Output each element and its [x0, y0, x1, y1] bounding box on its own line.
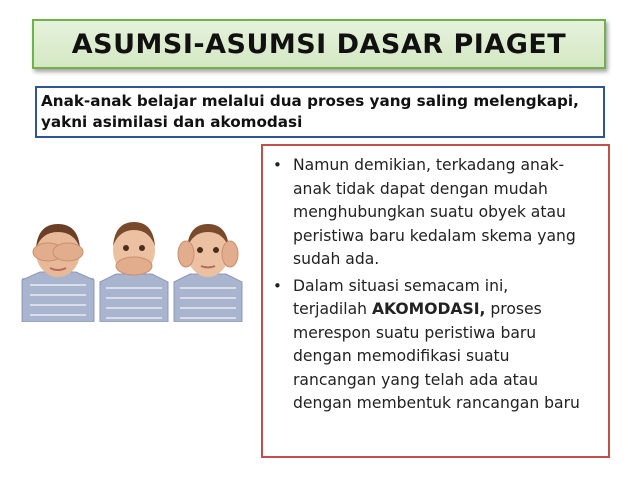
bullet-2-line-1: Dalam situasi semacam ini,: [293, 276, 509, 295]
bullet-1-line-5: sudah ada.: [293, 250, 380, 268]
title-box: [32, 19, 606, 69]
akomodasi-term: AKOMODASI,: [371, 300, 486, 318]
bullet-2-line-5: rancangan yang telah ada atau: [293, 370, 539, 389]
bullet-dot: •: [273, 156, 282, 174]
bullet-1-line-4: peristiwa baru kedalam skema yang: [293, 226, 576, 245]
bullet-2-line-3: merespon suatu peristiwa baru: [293, 323, 537, 342]
child-covering-eyes: [22, 224, 94, 322]
bullet-1-line-1: Namun demikian, terkadang anak-: [293, 156, 565, 174]
bullet-1-line-3: menghubungkan suatu obyek atau: [293, 203, 566, 221]
bullet-2-line-2-start: terjadilah: [293, 300, 372, 318]
slide-title: ASUMSI-ASUMSI DASAR PIAGET: [71, 28, 567, 60]
intro-box: [35, 86, 605, 138]
bullet-dot: •: [273, 276, 282, 295]
three-children-image: [20, 210, 248, 322]
intro-line-1: Anak-anak belajar melalui dua proses yang saling melengkapi,: [41, 92, 579, 110]
bullet-item-2: [271, 275, 602, 416]
bullet-item-1: [271, 154, 602, 272]
bullet-list: [271, 154, 602, 416]
content-box: [261, 144, 610, 458]
bullet-2-line-6: dengan membentuk rancangan baru: [293, 394, 580, 412]
bullet-2-line-2-end: proses: [485, 300, 542, 318]
intro-text: [41, 91, 599, 133]
bullet-1-line-2: anak tidak dapat dengan mudah: [293, 179, 548, 198]
child-covering-mouth: [100, 222, 168, 322]
bullet-2-line-2: [293, 298, 602, 322]
child-covering-ears: [174, 224, 242, 322]
intro-line-2: yakni asimilasi dan akomodasi: [41, 113, 303, 131]
bullet-2-line-4: dengan memodifikasi suatu: [293, 347, 510, 365]
